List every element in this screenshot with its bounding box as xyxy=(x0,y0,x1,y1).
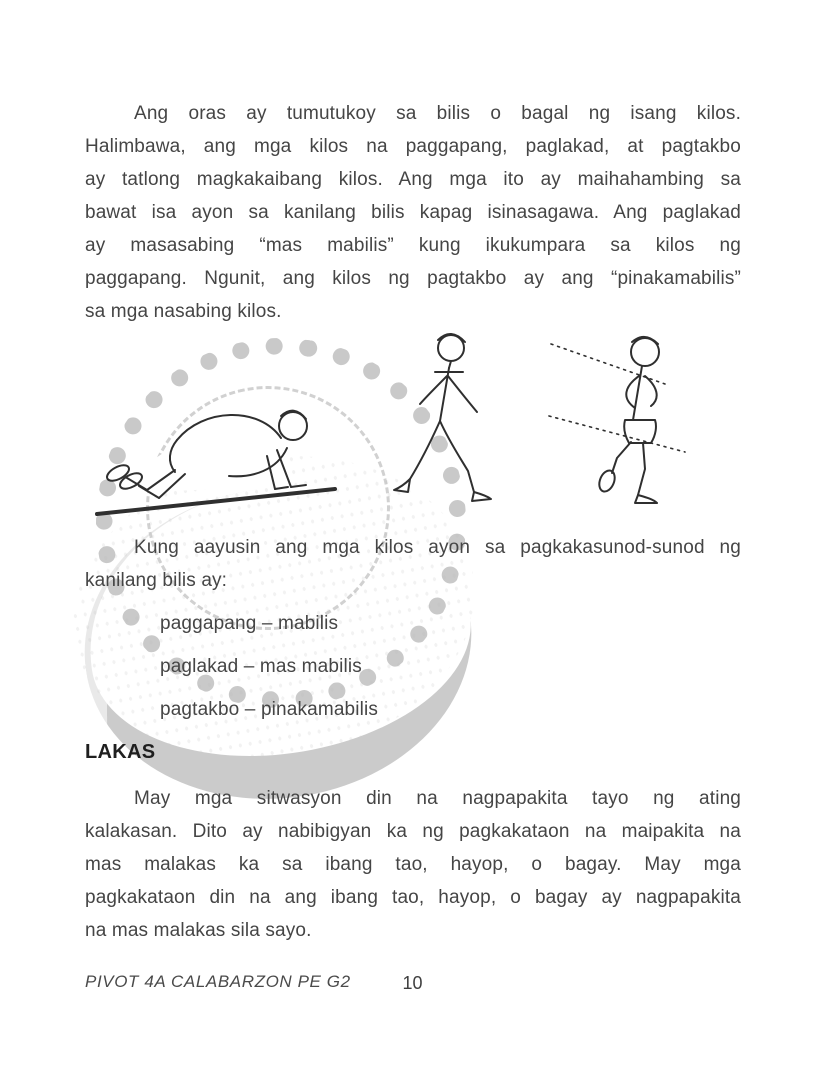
walking-person-figure xyxy=(377,324,503,514)
speed-list xyxy=(160,607,378,736)
crawling-person-illustration xyxy=(91,386,341,531)
section-heading: LAKAS xyxy=(85,741,156,763)
intro-paragraph xyxy=(85,97,741,328)
illustration-row xyxy=(85,318,741,530)
walking-person-illustration xyxy=(377,324,503,519)
paragraph-line: kanilang bilis ay: xyxy=(85,570,228,591)
paragraph-line: paggapang. Ngunit, ang kilos ng pagtakbo ay ang “pinakamabilis” xyxy=(85,268,741,289)
paragraph-line: na mas malakas sila sayo. xyxy=(85,920,312,941)
paragraph-line: ay masasabing “mas mabilis” kung ikukumpara sa kilos ng xyxy=(85,235,741,256)
page-number: 10 xyxy=(402,973,423,993)
sort-paragraph xyxy=(85,531,741,597)
running-person-figure xyxy=(543,328,703,508)
lakas-paragraph xyxy=(85,782,741,947)
paragraph-line: May mga sitwasyon din na nagpapakita tayo ng ating xyxy=(134,788,741,809)
list-item: paglakad – mas mabilis xyxy=(160,656,362,677)
paragraph-line: bawat isa ayon sa kanilang bilis kapag isinasagawa. Ang paglakad xyxy=(85,202,741,223)
paragraph-line: sa mga nasabing kilos. xyxy=(85,301,282,322)
paragraph-line: mas malakas ka sa ibang tao, hayop, o bagay. May mga xyxy=(85,854,741,875)
paragraph-line: Halimbawa, ang mga kilos na paggapang, paglakad, at pagtakbo xyxy=(85,136,741,157)
paragraph-line: pagkakataon din na ang ibang tao, hayop, o bagay ay nagpapakita xyxy=(85,887,741,908)
paragraph-line: Ang oras ay tumutukoy sa bilis o bagal ng isang kilos. xyxy=(134,103,741,124)
paragraph-line: ay tatlong magkakaibang kilos. Ang mga ito ay maihahambing sa xyxy=(85,169,741,190)
crawling-person-figure xyxy=(91,386,341,526)
list-item: paggapang – mabilis xyxy=(160,613,339,634)
footer-book-label: PIVOT 4A CALABARZON PE G2 xyxy=(85,972,351,991)
paragraph-line: Kung aayusin ang mga kilos ayon sa pagkakasunod-sunod ng xyxy=(134,537,741,558)
list-item: pagtakbo – pinakamabilis xyxy=(160,699,379,720)
running-person-illustration xyxy=(543,328,703,513)
paragraph-line: kalakasan. Dito ay nabibigyan ka ng pagkakataon na maipakita na xyxy=(85,821,741,842)
